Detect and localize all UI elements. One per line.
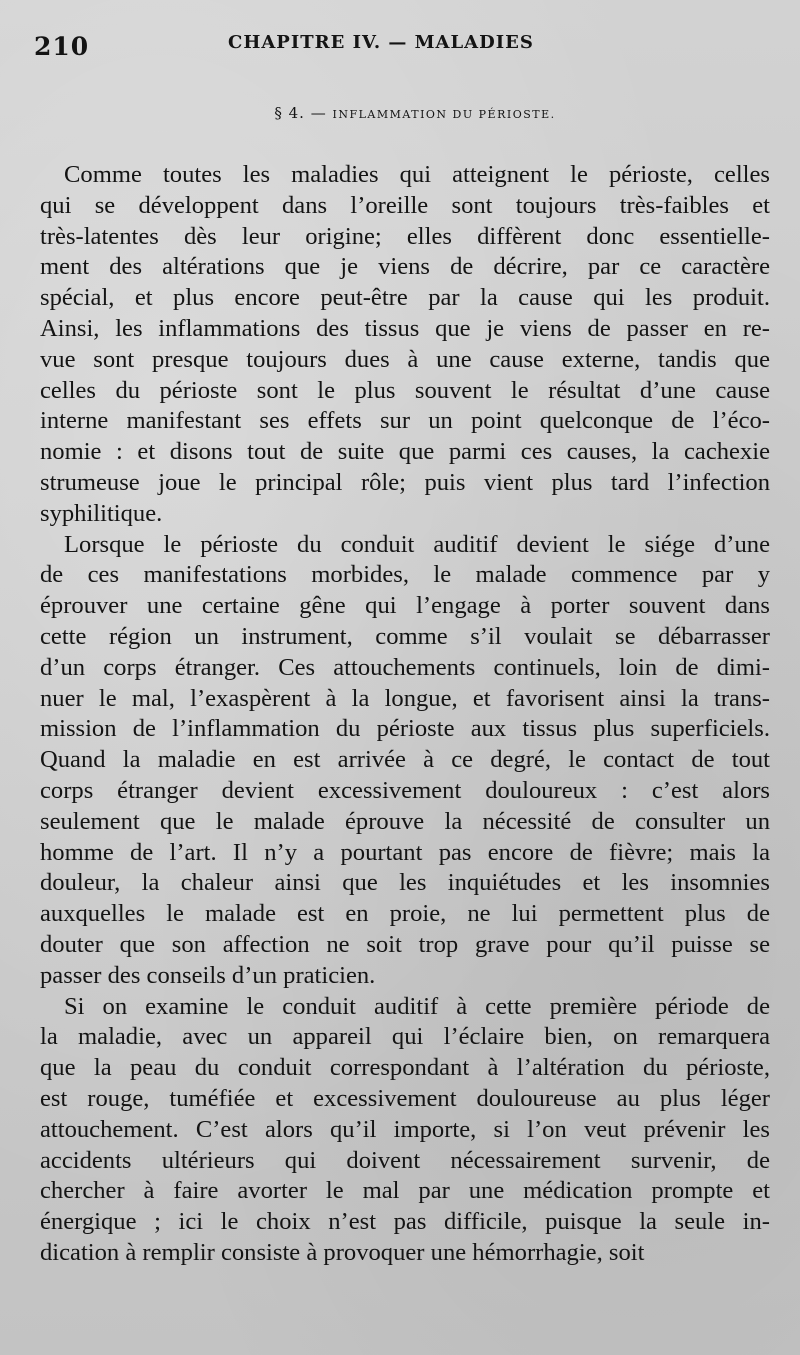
section-number: § 4. — (274, 104, 327, 122)
text-line: Quand la maladie en est arrivée à ce degré, le contact de tout (40, 746, 770, 774)
text-line: ment des altérations que je viens de décrire, par ce caractère (40, 253, 770, 281)
text-line: seulement que le malade éprouve la nécessité de consulter un (40, 807, 770, 835)
text-line: éprouver une certaine gêne qui l’engage à porter souvent dans (40, 592, 770, 620)
text-line: chercher à faire avorter le mal par une médication prompte et (40, 1177, 770, 1205)
text-line: Lorsque le périoste du conduit auditif devient le siége d’une (64, 530, 770, 558)
text-line: dication à remplir consiste à provoquer une hémorrhagie, soit (40, 1238, 645, 1266)
text-line: corps étranger devient excessivement douloureux : c’est alors (40, 776, 770, 804)
section-title: INFLAMMATION DU PÉRIOSTE. (332, 108, 556, 121)
text-line: de ces manifestations morbides, le malade commence par y (40, 561, 770, 589)
text-line: accidents ultérieurs qui doivent nécessairement survenir, de (40, 1146, 770, 1174)
text-line: syphilitique. (40, 499, 163, 527)
running-header (30, 28, 770, 64)
text-line: auxquelles le malade est en proie, ne lui permettent plus de (40, 900, 770, 928)
text-line: nuer le mal, l’exaspèrent à la longue, et favorisent ainsi la trans- (40, 684, 770, 712)
text-line: interne manifestant ses effets sur un point quelconque de l’éco- (40, 407, 770, 435)
body-text (40, 160, 770, 1269)
text-line: passer des conseils d’un praticien. (40, 961, 376, 989)
text-line: très-latentes dès leur origine; elles diffèrent donc essentielle- (40, 222, 770, 250)
text-line: vue sont presque toujours dues à une cause externe, tandis que (40, 345, 770, 373)
chapter-title: CHAPITRE IV. — MALADIES (228, 32, 534, 53)
text-line: d’un corps étranger. Ces attouchements continuels, loin de dimi- (40, 653, 770, 681)
text-line: mission de l’inflammation du périoste aux tissus plus superficiels. (40, 715, 770, 743)
text-line: Ainsi, les inflammations des tissus que je viens de passer en re- (40, 314, 770, 342)
text-line: cette région un instrument, comme s’il voulait se débarrasser (40, 622, 770, 650)
text-line: la maladie, avec un appareil qui l’éclaire bien, on remarquera (40, 1023, 770, 1051)
text-line: strumeuse joue le principal rôle; puis vient plus tard l’infection (40, 468, 770, 496)
text-line: Comme toutes les maladies qui atteignent le périoste, celles (64, 161, 770, 188)
text-line: qui se développent dans l’oreille sont toujours très-faibles et (40, 191, 770, 219)
text-line: est rouge, tuméfiée et excessivement douloureuse au plus léger (40, 1084, 770, 1112)
section-heading (0, 104, 800, 122)
text-line: que la peau du conduit correspondant à l’altération du périoste, (40, 1054, 770, 1082)
text-line: nomie : et disons tout de suite que parmi ces causes, la cachexie (40, 438, 770, 466)
paragraph (40, 992, 770, 1269)
text-line: énergique ; ici le choix n’est pas difficile, puisque la seule in- (40, 1208, 770, 1236)
text-line: attouchement. C’est alors qu’il importe, si l’on veut prévenir les (40, 1115, 770, 1143)
text-line: douter que son affection ne soit trop grave pour qu’il puisse se (40, 930, 770, 958)
text-line: spécial, et plus encore peut-être par la cause qui les produit. (40, 284, 770, 312)
paragraph (40, 160, 770, 530)
page-number: 210 (34, 32, 90, 61)
text-line: douleur, la chaleur ainsi que les inquiétudes et les insomnies (40, 869, 770, 897)
text-line: homme de l’art. Il n’y a pourtant pas encore de fièvre; mais la (40, 838, 770, 866)
text-line: celles du périoste sont le plus souvent le résultat d’une cause (40, 376, 770, 404)
paragraph (40, 530, 770, 992)
text-line: Si on examine le conduit auditif à cette première période de (64, 992, 770, 1020)
